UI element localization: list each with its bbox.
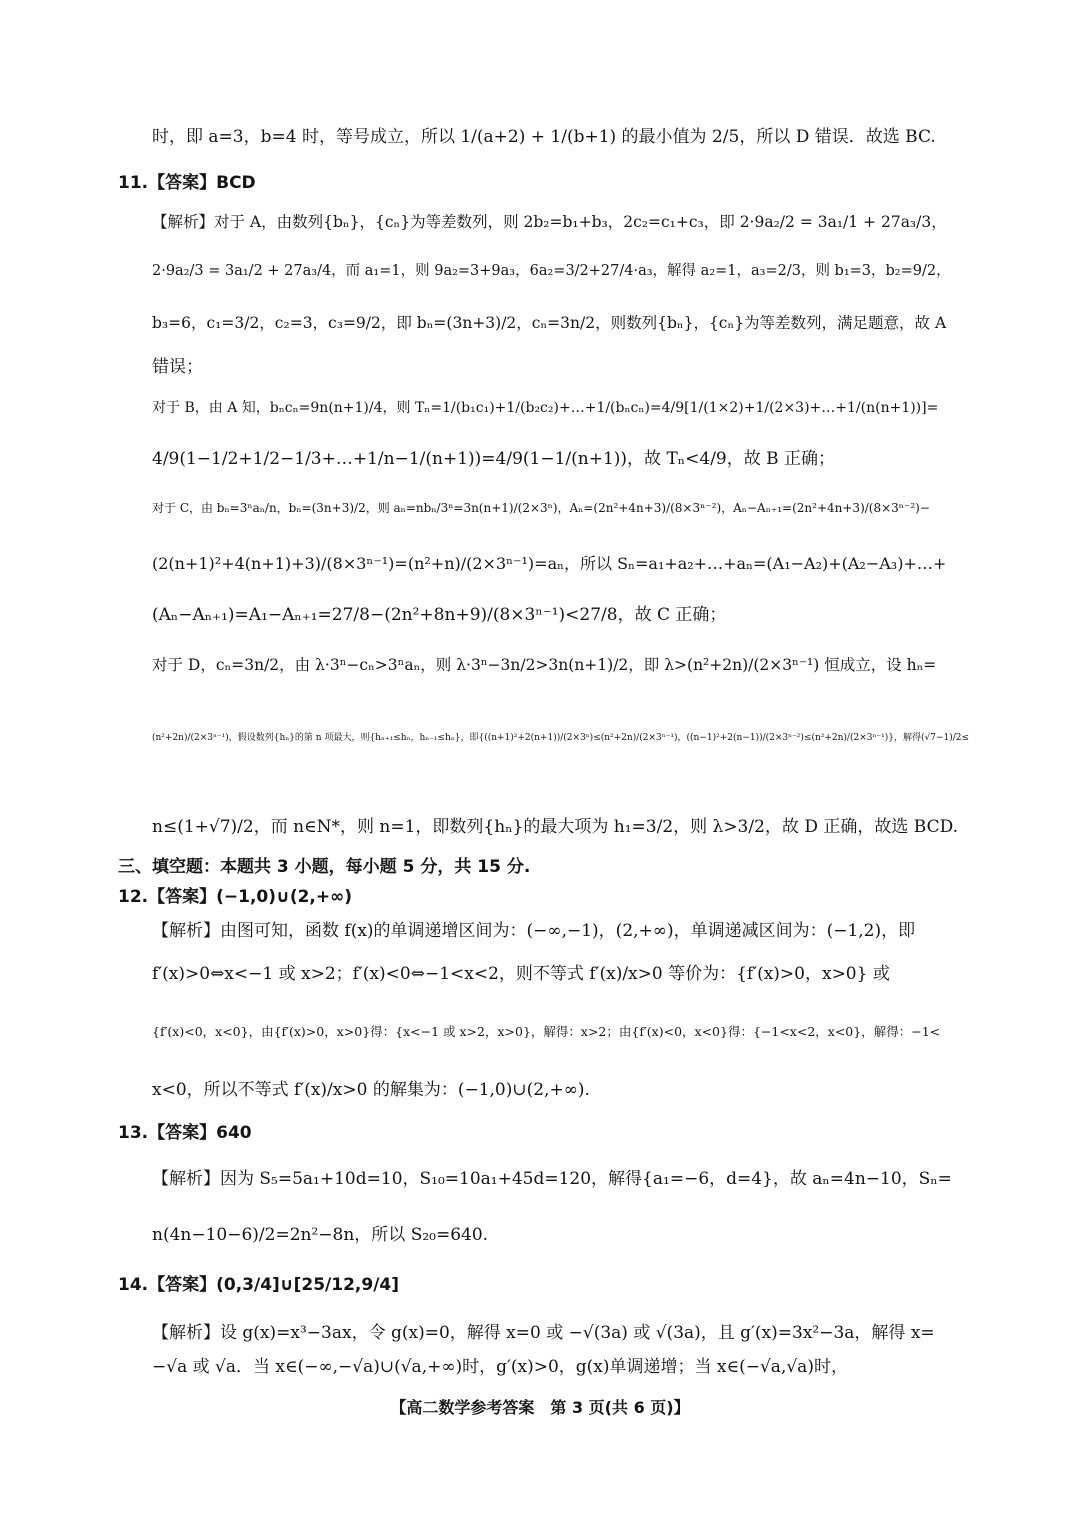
text-line: n(4n−10−6)/2=2n²−8n，所以 S₂₀=640. (152, 1225, 489, 1245)
text-line: 【解析】设 g(x)=x³−3ax，令 g(x)=0，解得 x=0 或 −√(3a) 或 √(3a)，且 g′(x)=3x²−3a，解得 x= (152, 1323, 935, 1343)
text-line: 错误； (152, 357, 203, 377)
text-line: 对于 B，由 A 知，bₙcₙ=9n(n+1)/4，则 Tₙ=1/(b₁c₁)+1/(b₂c₂)+…+1/(bₙcₙ)=4/9[1/(1×2)+1/(2×3)+…+1/(n(n+1))]= (152, 400, 939, 416)
text-line: 【解析】由图可知，函数 f(x)的单调递增区间为：(−∞,−1)，(2,+∞)，单调递减区间为：(−1,2)，即 (152, 921, 916, 941)
text-line: b₃=6，c₁=3/2，c₂=3，c₃=9/2，即 bₙ=(3n+3)/2，cₙ=3n/2，则数列{bₙ}，{cₙ}为等差数列，满足题意，故 A (152, 314, 947, 332)
text-line: (Aₙ−Aₙ₊₁)=A₁−Aₙ₊₁=27/8−(2n²+8n+9)/(8×3ⁿ⁻¹)<27/8，故 C 正确； (152, 605, 727, 625)
answer-heading-14: 14.【答案】(0,3/4]∪[25/12,9/4] (118, 1275, 399, 1295)
text-line: n≤(1+√7)/2，而 n∈N*，则 n=1，即数列{hₙ}的最大项为 h₁=3/2，则 λ>3/2，故 D 正确，故选 BCD. (152, 817, 959, 837)
answer-heading-11: 11.【答案】BCD (118, 173, 256, 193)
text-line: 【解析】对于 A，由数列{bₙ}，{cₙ}为等差数列，则 2b₂=b₁+b₃，2c₂=c₁+c₃，即 2·9a₂/2 = 3a₁/1 + 27a₃/3， (152, 213, 947, 231)
page-footer: 【高二数学参考答案 第 3 页(共 6 页)】 (390, 1398, 690, 1417)
text-line: f′(x)>0⇔x<−1 或 x>2；f′(x)<0⇔−1<x<2，则不等式 f′(x)/x>0 等价为：{f′(x)>0，x>0} 或 (152, 964, 890, 984)
text-line: 对于 C，由 bₙ=3ⁿaₙ/n，bₙ=(3n+3)/2，则 aₙ=nbₙ/3ⁿ=3n(n+1)/(2×3ⁿ)，Aₙ=(2n²+4n+3)/(8×3ⁿ⁻²)，Aₙ−Aₙ₊₁=(2n²+4n+3)/(8×3ⁿ⁻²)− (152, 501, 930, 515)
text-line: {f′(x)<0，x<0}，由{f′(x)>0，x>0}得：{x<−1 或 x>2，x>0}，解得：x>2；由{f′(x)<0，x<0}得：{−1<x<2，x<0}，解得：−1< (152, 1024, 941, 1039)
text-line: x<0，所以不等式 f′(x)/x>0 的解集为：(−1,0)∪(2,+∞). (152, 1080, 590, 1100)
text-line: (n²+2n)/(2×3ⁿ⁻¹)，假设数列{hₙ}的第 n 项最大，则{hₙ₊₁≤hₙ，hₙ₋₁≤hₙ}，即{((n+1)²+2(n+1))/(2×3ⁿ)≤(n²+2n)/(2×3ⁿ⁻¹)，((n−1)²+2(n−1))/(2×3ⁿ⁻²)≤(n²+2n)/(2×3ⁿ⁻¹)}，解得(√7−1)/2≤ (152, 733, 970, 743)
text-line: 【解析】因为 S₅=5a₁+10d=10，S₁₀=10a₁+45d=120，解得{a₁=−6，d=4}，故 aₙ=4n−10，Sₙ= (152, 1169, 952, 1189)
answer-heading-12: 12.【答案】(−1,0)∪(2,+∞) (118, 887, 353, 907)
text-line: 4/9(1−1/2+1/2−1/3+…+1/n−1/(n+1))=4/9(1−1/(n+1))，故 Tₙ<4/9，故 B 正确； (152, 449, 836, 469)
text-line: 2·9a₂/3 = 3a₁/2 + 27a₃/4，而 a₁=1，则 9a₂=3+9a₃，6a₂=3/2+27/4·a₃，解得 a₂=1，a₃=2/3，则 b₁=3，b₂=9/2， (152, 263, 951, 279)
answer-heading-13: 13.【答案】640 (118, 1123, 252, 1143)
text-line: 对于 D，cₙ=3n/2，由 λ·3ⁿ−cₙ>3ⁿaₙ，则 λ·3ⁿ−3n/2>3n(n+1)/2，即 λ>(n²+2n)/(2×3ⁿ⁻¹) 恒成立，设 hₙ= (152, 656, 937, 674)
text-line: (2(n+1)²+4(n+1)+3)/(8×3ⁿ⁻¹)=(n²+n)/(2×3ⁿ⁻¹)=aₙ，所以 Sₙ=a₁+a₂+…+aₙ=(A₁−A₂)+(A₂−A₃)+…+ (152, 554, 947, 573)
text-line: 时，即 a=3，b=4 时，等号成立，所以 1/(a+2) + 1/(b+1) 的最小值为 2/5，所以 D 错误．故选 BC. (152, 127, 936, 147)
text-line: −√a 或 √a．当 x∈(−∞,−√a)∪(√a,+∞)时，g′(x)>0，g(x)单调递增；当 x∈(−√a,√a)时， (152, 1357, 848, 1377)
section-heading: 三、填空题：本题共 3 小题，每小题 5 分，共 15 分. (118, 857, 531, 877)
